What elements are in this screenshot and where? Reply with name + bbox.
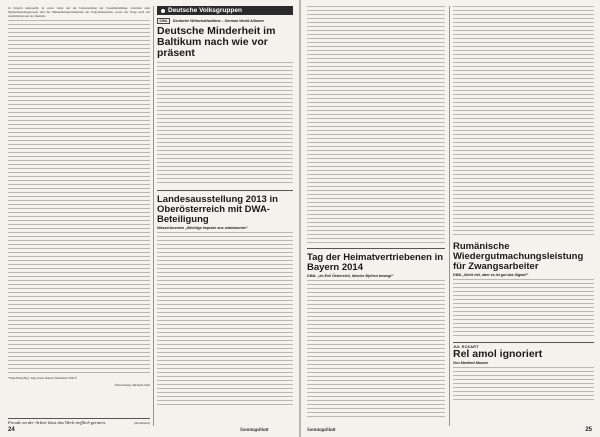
quote-author: (Aristoteles): [134, 421, 150, 425]
heimatvertriebene-column: [307, 6, 445, 418]
left-page: [0, 0, 299, 437]
quote-rule: [8, 418, 150, 419]
brand-footer-left: Sonntagsblatt: [240, 428, 269, 433]
section-banner: [157, 6, 293, 15]
dwa-logo: DWA: [157, 18, 170, 24]
right-column: [453, 6, 594, 403]
article-rel-amol-body: [453, 367, 594, 403]
quote-body: Freude an der Arbeit lässt das Werk trefflich geraten.: [8, 420, 107, 425]
article-divider-2: [307, 248, 445, 249]
intro-paragraph: in Ungarn untersucht, in erster Linie auf die Untersuchung der Zusammenhänge zwischen dem Modernisierungsprozess und der Minderheitenproblematik der Ungarndeutschen, sowie der Frage nach der Assimilation und der Identität.: [8, 6, 150, 18]
quote-text: [8, 420, 150, 426]
headline-landesausstellung: Landesausstellung 2013 in Oberösterreich mit DWA-Beteiligung: [157, 193, 278, 225]
article-divider: [157, 190, 293, 191]
byline-manfred-mauser: Von Manfred Mauser: [453, 360, 489, 365]
footnote: *Siehe Bunk (Hg.): Jung, Daten Deutsch, Minderheit 1980 ff.: [8, 376, 78, 380]
headline-rumaenische-wiedergutmachung: Rumänische Wiedergutmachungsleistung für Zwangsarbeiter: [453, 241, 584, 272]
brand-footer-right: Sonntagsblatt: [307, 428, 336, 433]
article-rumaenische-body: [453, 279, 594, 339]
logo-caption: Deutsche Wirtschaftsallianz – German World Alliance: [172, 19, 264, 23]
article-tag-body: [307, 280, 445, 418]
body-text-block: [8, 20, 150, 375]
page-number-right: 25: [585, 427, 592, 433]
subheadline-rumaenische: DWA „Nicht viel, aber es ist gut das Signal!“: [453, 273, 529, 277]
article-baltikum-body: [157, 62, 293, 186]
kicker-jul-eckart: JUL ECKART: [453, 344, 479, 349]
article-divider-3: [453, 342, 594, 343]
translator-credit: Übersetzung: Richard Guth: [114, 382, 150, 387]
left-page-text-column: [8, 6, 150, 406]
bullet-icon: [161, 9, 165, 13]
continued-article-body: [307, 6, 445, 244]
page-number-left: 24: [8, 427, 15, 433]
subheadline-tag: DWA: „Im Exil Österreich, falsche Mythen besiegt“: [307, 273, 394, 278]
subheadline-landesausstellung: Wasserbrunnen „Wichtige Impulse aus unbekannter“: [157, 225, 248, 230]
logo-row: [157, 18, 293, 24]
section-banner-label: Deutsche Volksgruppen: [168, 7, 242, 14]
headline-baltikum: Deutsche Minderheit im Baltikum nach wie vor präsent: [157, 25, 276, 59]
column-separator-right: [449, 6, 450, 426]
volksgruppen-column: [157, 6, 293, 407]
headline-rel-amol-ignoriert: Rel amol ignoriert: [453, 347, 543, 360]
headline-tag-der-heimatvertriebenen: Tag der Heimatvertriebenen in Bayern 2014: [307, 251, 444, 273]
right-article-body: [453, 6, 594, 238]
column-separator: [153, 6, 154, 426]
right-page: [301, 0, 600, 437]
article-landesausstellung-body: [157, 232, 293, 407]
